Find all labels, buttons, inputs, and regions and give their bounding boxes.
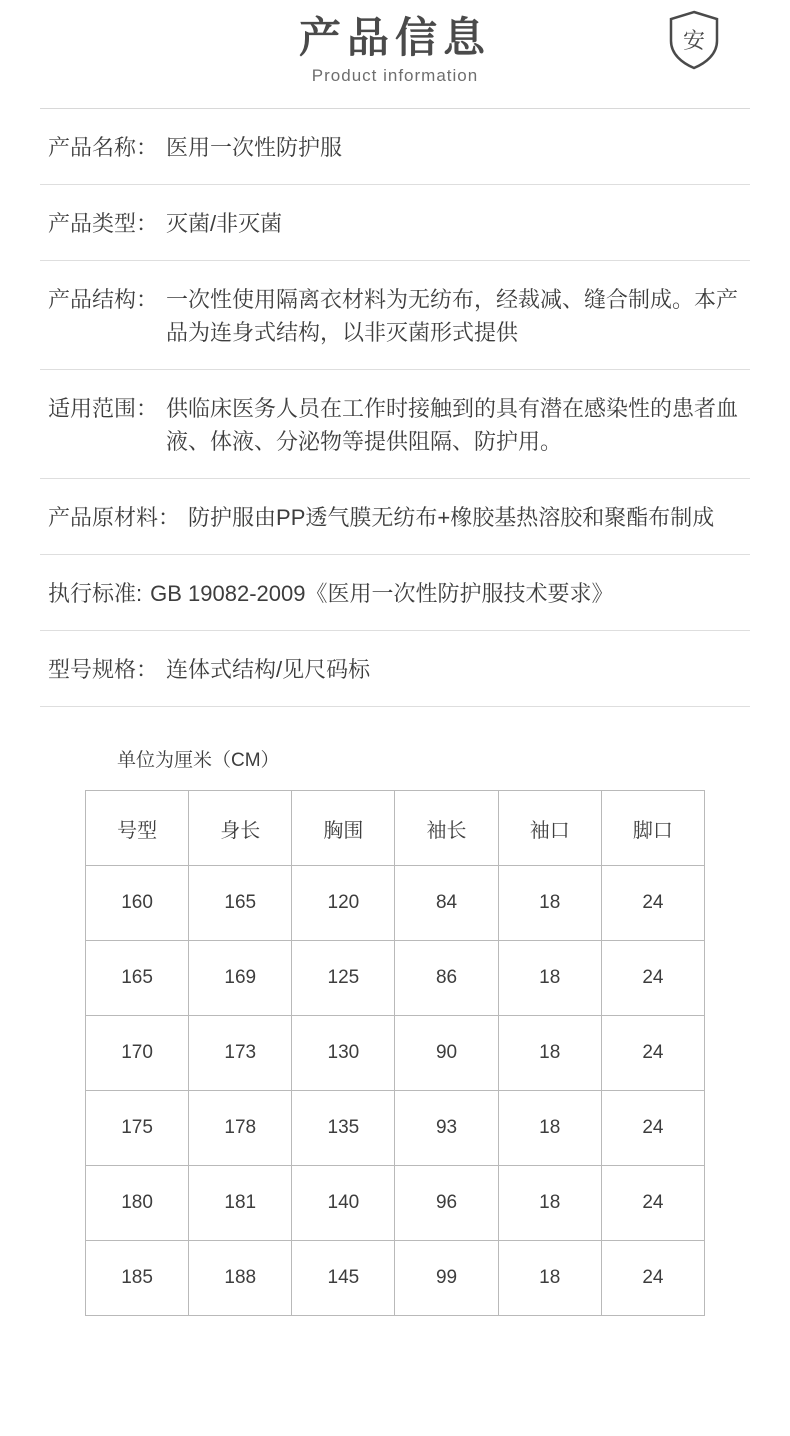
info-value: 供临床医务人员在工作时接触到的具有潜在感染性的患者血液、体液、分泌物等提供阻隔、防护用。 xyxy=(166,396,739,455)
table-cell: 120 xyxy=(292,866,395,941)
table-cell: 188 xyxy=(189,1241,292,1316)
info-label: 产品类型： xyxy=(48,211,159,237)
svg-text:安: 安 xyxy=(682,28,706,53)
table-cell: 86 xyxy=(395,941,498,1016)
table-cell: 24 xyxy=(601,941,704,1016)
table-row xyxy=(86,1091,705,1166)
product-info-list xyxy=(40,109,750,707)
table-cell: 24 xyxy=(601,1091,704,1166)
column-header: 胸围 xyxy=(292,791,395,866)
size-table-section xyxy=(0,745,790,1316)
info-label: 适用范围： xyxy=(48,396,159,422)
table-cell: 165 xyxy=(86,941,189,1016)
table-cell: 18 xyxy=(498,1241,601,1316)
info-value: GB 19082-2009《医用一次性防护服技术要求》 xyxy=(150,581,614,607)
table-row xyxy=(86,1241,705,1316)
table-cell: 24 xyxy=(601,1016,704,1091)
info-row xyxy=(40,555,750,631)
size-table xyxy=(85,790,705,1316)
table-cell: 178 xyxy=(189,1091,292,1166)
table-cell: 18 xyxy=(498,1091,601,1166)
table-cell: 170 xyxy=(86,1016,189,1091)
size-table-body xyxy=(86,866,705,1316)
info-label: 执行标准: xyxy=(48,581,143,607)
table-cell: 145 xyxy=(292,1241,395,1316)
table-cell: 24 xyxy=(601,1241,704,1316)
column-header: 袖口 xyxy=(498,791,601,866)
table-cell: 18 xyxy=(498,1016,601,1091)
table-cell: 181 xyxy=(189,1166,292,1241)
info-row xyxy=(40,109,750,185)
table-cell: 185 xyxy=(86,1241,189,1316)
page-header xyxy=(0,0,790,86)
table-cell: 99 xyxy=(395,1241,498,1316)
table-cell: 180 xyxy=(86,1166,189,1241)
table-cell: 175 xyxy=(86,1091,189,1166)
page-subtitle: Product information xyxy=(311,66,479,86)
table-cell: 18 xyxy=(498,1166,601,1241)
table-cell: 90 xyxy=(395,1016,498,1091)
table-cell: 173 xyxy=(189,1016,292,1091)
table-cell: 165 xyxy=(189,866,292,941)
info-row xyxy=(40,479,750,555)
table-header-row xyxy=(86,791,705,866)
table-row xyxy=(86,941,705,1016)
column-header: 号型 xyxy=(86,791,189,866)
table-cell: 96 xyxy=(395,1166,498,1241)
info-value: 防护服由PP透气膜无纺布+橡胶基热溶胶和聚酯布制成 xyxy=(188,505,715,531)
table-cell: 135 xyxy=(292,1091,395,1166)
info-label: 产品名称： xyxy=(48,135,159,161)
info-row xyxy=(40,370,750,479)
info-label: 产品原材料： xyxy=(48,505,181,531)
info-row xyxy=(40,631,750,707)
column-header: 脚口 xyxy=(601,791,704,866)
info-row xyxy=(40,261,750,370)
table-cell: 130 xyxy=(292,1016,395,1091)
table-cell: 84 xyxy=(395,866,498,941)
column-header: 袖长 xyxy=(395,791,498,866)
info-value: 一次性使用隔离衣材料为无纺布，经裁减、缝合制成。本产品为连身式结构，以非灭菌形式提供 xyxy=(166,287,739,346)
table-cell: 93 xyxy=(395,1091,498,1166)
table-cell: 18 xyxy=(498,941,601,1016)
shield-an-icon xyxy=(668,10,720,70)
unit-note: 单位为厘米（CM） xyxy=(117,750,280,772)
info-label: 型号规格： xyxy=(48,657,159,683)
size-table-head xyxy=(86,791,705,866)
info-value: 医用一次性防护服 xyxy=(166,135,343,161)
info-value: 灭菌/非灭菌 xyxy=(166,211,283,237)
column-header: 身长 xyxy=(189,791,292,866)
table-cell: 24 xyxy=(601,1166,704,1241)
table-cell: 125 xyxy=(292,941,395,1016)
table-cell: 140 xyxy=(292,1166,395,1241)
info-row xyxy=(40,185,750,261)
table-cell: 169 xyxy=(189,941,292,1016)
page-title: 产品信息 xyxy=(298,14,491,61)
table-row xyxy=(86,1166,705,1241)
info-label: 产品结构： xyxy=(48,287,159,313)
table-cell: 160 xyxy=(86,866,189,941)
info-value: 连体式结构/见尺码标 xyxy=(166,657,371,683)
table-cell: 18 xyxy=(498,866,601,941)
table-cell: 24 xyxy=(601,866,704,941)
table-row xyxy=(86,1016,705,1091)
table-row xyxy=(86,866,705,941)
